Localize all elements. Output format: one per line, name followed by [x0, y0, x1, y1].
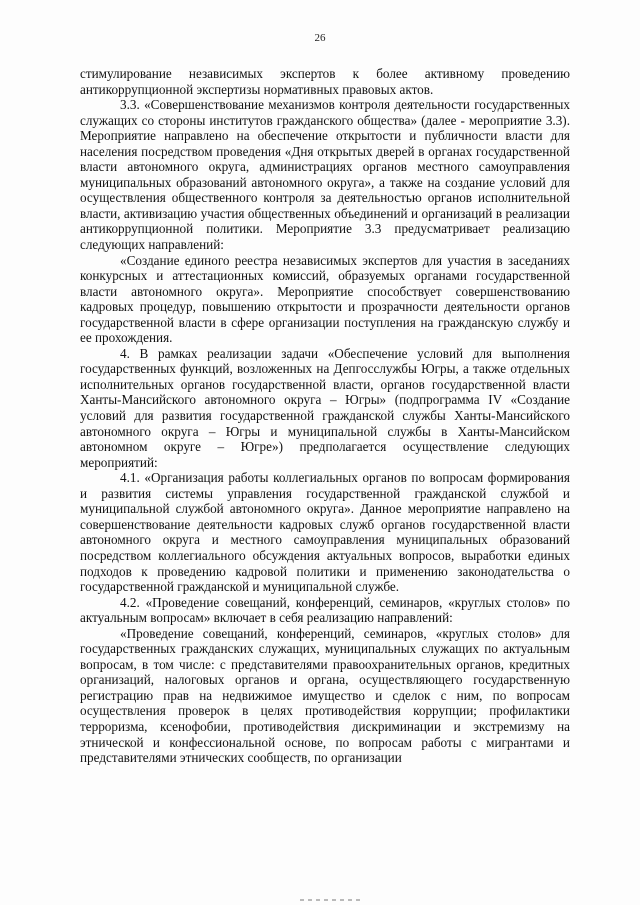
page-number: 26	[314, 32, 326, 44]
paragraph-measure-4-2: 4.2. «Проведение совещаний, конференций, семинаров, «круглых столов» по актуальным вопросам» включает в себя реализацию направлений:	[80, 594, 570, 626]
paragraph-task-4: 4. В рамках реализации задачи «Обеспечение условий для выполнения государственных функций, возложенных на Депгосслужбы Югры, а также отдельных исполнительных органов государственной власти, органов государственной власти Ханты-Мансийского автономного округа – Югры» (подпрограмма IV «Создание условий для развития государственной гражданской службы Ханты-Мансийского автономного округа – Югры и муниципальной службы в Ханты-Мансийском автономном округе – Югре») предполагается осуществление следующих мероприятий:	[80, 345, 570, 470]
paragraph-expert-registry: «Создание единого реестра независимых экспертов для участия в заседаниях конкурсных и аттестационных комиссий, образуемых органами государственной власти автономного округа». Мероприятие способствует совершенствованию кадровых процедур, повышению открытости и прозрачности деятельности органов государственной власти в сфере организации поступления на гражданскую службу и ее прохождения.	[80, 252, 570, 346]
scan-artifact	[300, 899, 360, 901]
paragraph-continuation: стимулирование независимых экспертов к более активному проведению антикоррупционной экспертизы нормативных правовых актов.	[80, 66, 570, 97]
document-body	[80, 66, 570, 766]
paragraph-meetings-direction: «Проведение совещаний, конференций, семинаров, «круглых столов» для государственных гражданских служащих, муниципальных служащих по актуальным вопросам, в том числе: с представителями правоохранительных органов, кредитных организаций, налоговых органов и органа, осуществляющего государственную регистрацию прав на недвижимое имущество и сделок с ним, по вопросам осуществления проверок в целях противодействия коррупции; профилактики терроризма, ксенофобии, противодействия дискриминации и экстремизму на этнической и конфессиональной основе, по вопросам работы с мигрантами и представителями этнических сообществ, по организации	[80, 625, 570, 766]
paragraph-measure-3-3: 3.3. «Совершенствование механизмов контроля деятельности государственных служащих со стороны институтов гражданского общества» (далее - мероприятие 3.3). Мероприятие направлено на обеспечение открытости и публичности власти для населения посредством проведения «Дня открытых дверей в органах государственной власти автономного округа, администрациях органов местного самоуправления муниципальных образований автономного округа», а также на создание условий для осуществления общественного контроля за деятельностью органов исполнительной власти, активизацию участия общественных объединений и организаций в реализации антикоррупционной политики. Мероприятие 3.3 предусматривает реализацию следующих направлений:	[80, 97, 570, 253]
paragraph-measure-4-1: 4.1. «Организация работы коллегиальных органов по вопросам формирования и развития системы управления государственной гражданской службой и муниципальной службой автономного округа». Данное мероприятие направлено на совершенствование деятельности кадровых служб органов государственной власти автономного округа и местного самоуправления муниципальных образований посредством коллегиального обсуждения актуальных вопросов, выработки единых подходов к проведению кадровой политики и применению законодательства о государственной гражданской и муниципальной службе.	[80, 470, 570, 595]
